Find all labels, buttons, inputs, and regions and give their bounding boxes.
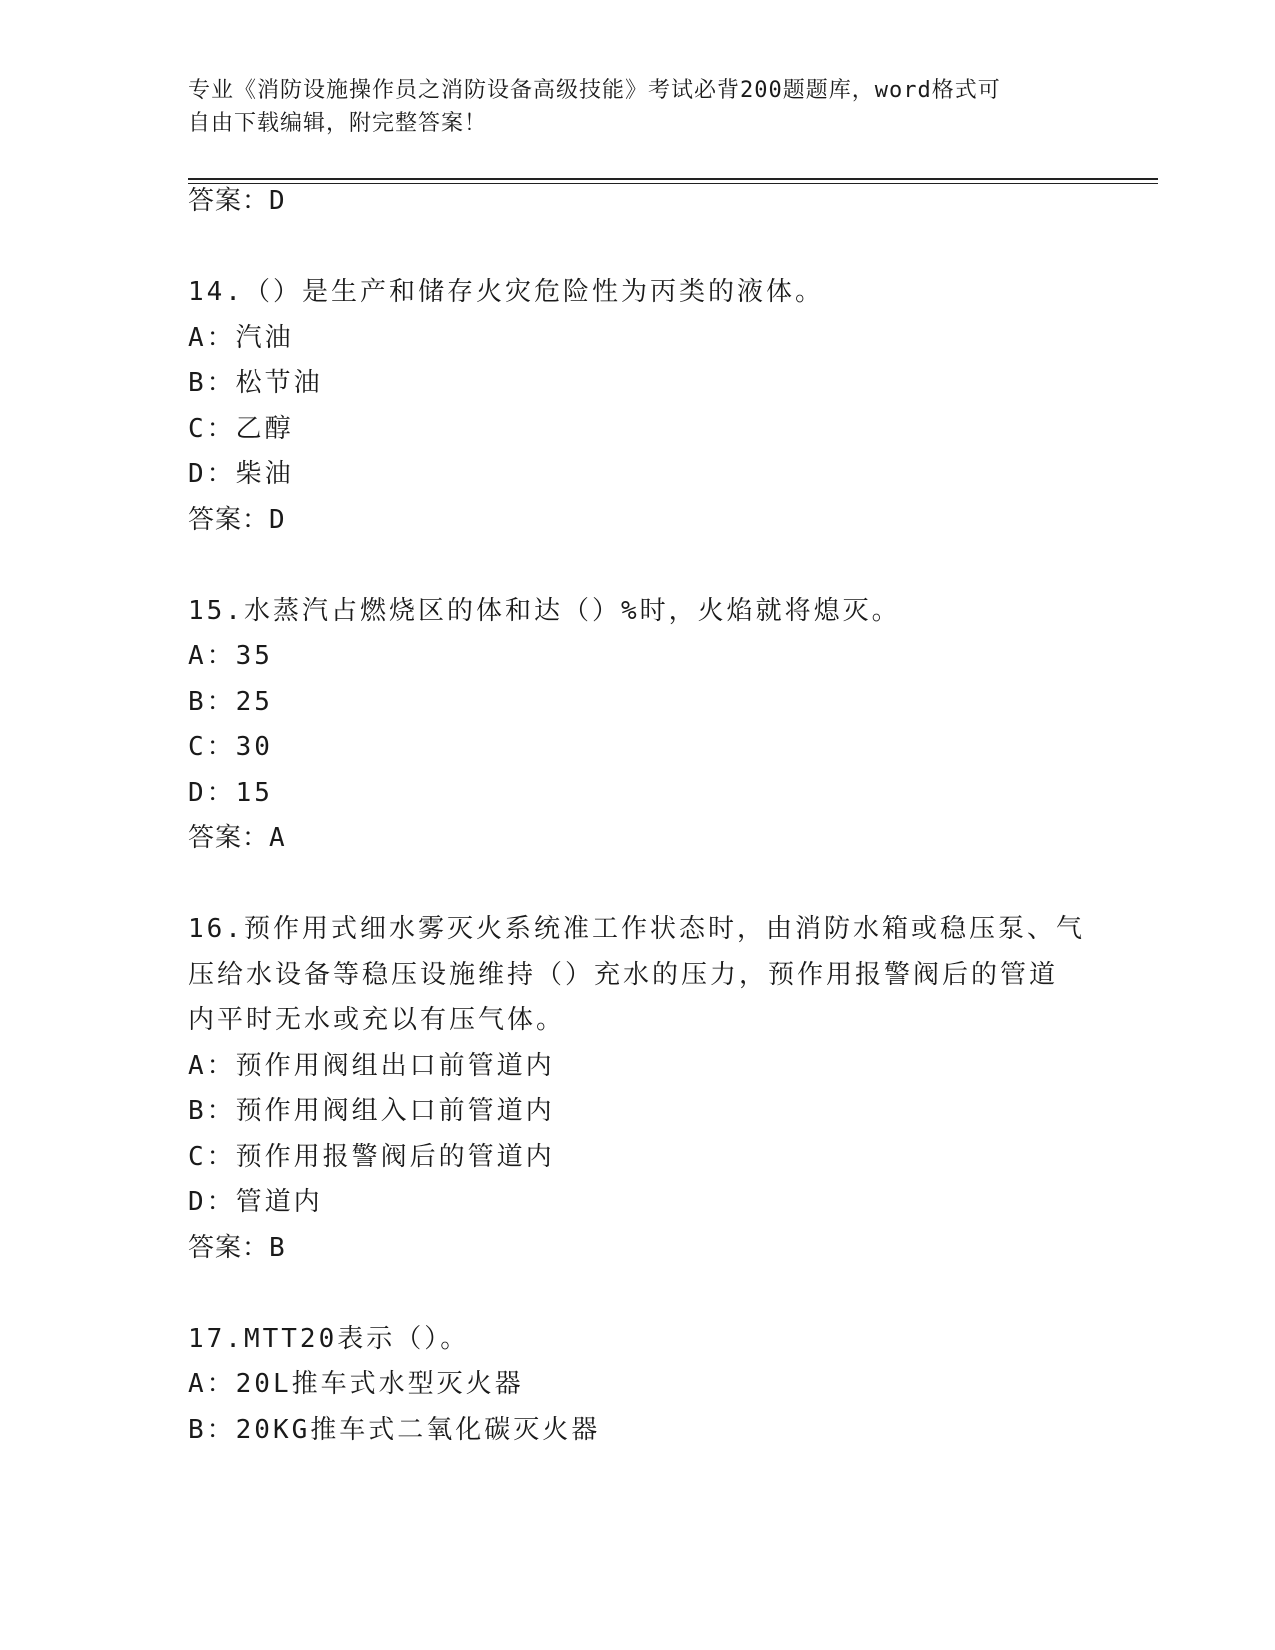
option-a: A：汽油 bbox=[188, 322, 294, 353]
question-list bbox=[188, 179, 1088, 1453]
option-d: D：15 bbox=[188, 777, 273, 808]
option-c: C：预作用报警阀后的管道内 bbox=[188, 1141, 555, 1172]
option-b: B：20KG推车式二氧化碳灭火器 bbox=[188, 1414, 601, 1445]
answer: 答案：A bbox=[188, 823, 286, 853]
document-header bbox=[188, 74, 1068, 140]
option-b: B：松节油 bbox=[188, 368, 323, 398]
question-stem: 15.水蒸汽占燃烧区的体和达（）%时，火焰就将熄灭。 bbox=[188, 595, 901, 626]
option-d: D：管道内 bbox=[188, 1187, 323, 1217]
question-stem-line-3: 内平时无水或充以有压气体。 bbox=[188, 1005, 566, 1035]
question-stem-line-1: 16.预作用式细水雾灭火系统准工作状态时，由消防水箱或稳压泵、气 bbox=[188, 914, 1085, 944]
question-15 bbox=[188, 589, 1088, 862]
question-stem-line-2: 压给水设备等稳压设施维持（）充水的压力，预作用报警阀后的管道 bbox=[188, 959, 1059, 990]
question-stem: 14.（）是生产和储存火灾危险性为丙类的液体。 bbox=[188, 277, 824, 307]
answer: 答案：B bbox=[188, 1232, 286, 1263]
option-a: A：预作用阀组出口前管道内 bbox=[188, 1050, 555, 1081]
question-stem: 17.MTT20表示（）。 bbox=[188, 1323, 470, 1354]
question-16 bbox=[188, 907, 1088, 1271]
option-d: D：柴油 bbox=[188, 459, 294, 489]
option-c: C：30 bbox=[188, 732, 273, 762]
option-b: B：预作用阀组入口前管道内 bbox=[188, 1096, 555, 1126]
answer-13: 答案：D bbox=[188, 186, 286, 216]
question-14 bbox=[188, 270, 1088, 543]
header-line-1: 专业《消防设施操作员之消防设备高级技能》考试必背200题题库，word格式可 bbox=[188, 78, 1001, 103]
option-a: A：20L推车式水型灭火器 bbox=[188, 1369, 524, 1399]
option-c: C：乙醇 bbox=[188, 413, 294, 444]
option-a: A：35 bbox=[188, 641, 273, 671]
answer: 答案：D bbox=[188, 504, 286, 535]
option-b: B：25 bbox=[188, 686, 273, 717]
header-line-2: 自由下载编辑，附完整答案！ bbox=[188, 111, 488, 136]
question-17 bbox=[188, 1317, 1088, 1454]
